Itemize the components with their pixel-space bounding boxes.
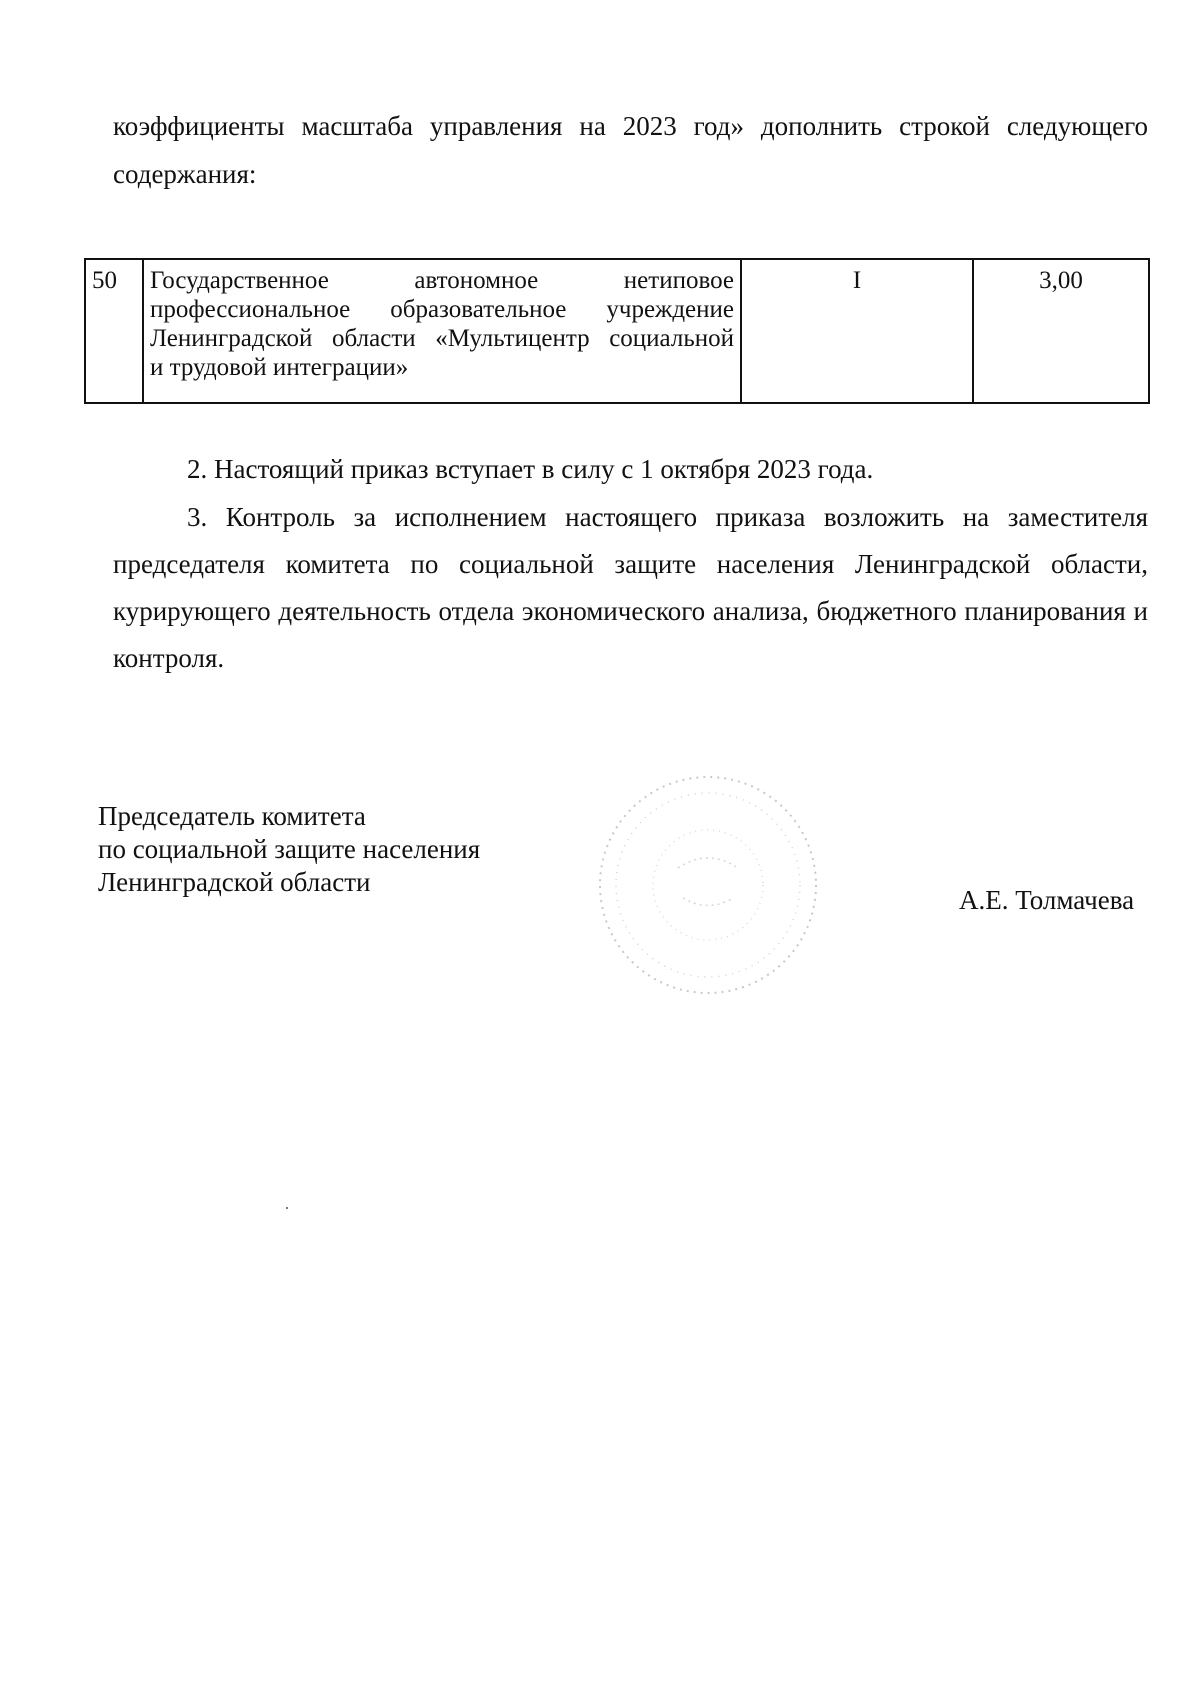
institution-name-line: и трудовой интеграции» [150, 354, 409, 381]
intro-paragraph: коэффициенты масштаба управления на 2023 год» дополнить строкой следующего содержания: [113, 111, 1148, 189]
row-number-cell: 50 [85, 259, 143, 403]
paragraph-3: 3. Контроль за исполнением настоящего приказа возложить на заместителя председателя комитета по социальной защите населения Ленинградской области, курирующего деятельность отдела экономического анализа, бюджетного планирования и контроля. [113, 502, 1148, 673]
coefficient-cell: 3,00 [973, 259, 1149, 403]
scan-speck [286, 1207, 288, 1209]
institution-name-line: Ленинградской области «Мультицентр социальной [150, 325, 734, 352]
faded-stamp-seal [588, 768, 828, 1003]
institution-name-cell [143, 259, 741, 403]
entry-table [84, 258, 1150, 404]
signature-position [98, 800, 480, 899]
group-cell: I [741, 259, 973, 403]
table-row [85, 259, 1149, 403]
position-line: по социальной защите населения [98, 834, 481, 864]
institution-name-line: профессиональное образовательное учреждение [150, 296, 734, 323]
position-line: Ленинградской области [98, 867, 371, 897]
position-line: Председатель комитета [98, 801, 366, 831]
paragraph-2: 2. Настоящий приказ вступает в силу с 1 октября 2023 года. [187, 454, 874, 484]
signer-name: А.Е. Толмачева [959, 885, 1135, 915]
institution-name-line: Государственное автономное нетиповое [150, 267, 734, 294]
